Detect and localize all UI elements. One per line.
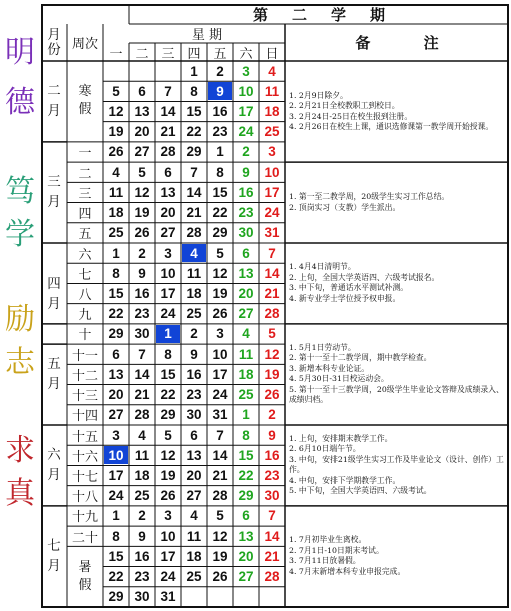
week-number: 四 (78, 207, 92, 223)
day-cell: 12 (212, 265, 228, 281)
note-item: 3. 7月11日放暑假。 (289, 556, 361, 566)
motto-char: 励 (5, 302, 35, 337)
day-cell: 6 (112, 346, 120, 362)
day-cell: 18 (238, 366, 254, 382)
day-cell: 18 (134, 468, 150, 484)
day-cell: 13 (238, 265, 254, 281)
day-cell: 24 (160, 306, 176, 322)
day-cell: 31 (264, 225, 280, 241)
day-cell: 15 (238, 447, 254, 463)
day-cell: 5 (138, 164, 146, 180)
day-cell: 9 (208, 82, 232, 100)
note-item: 1. 5月1日劳动节。 (289, 342, 356, 352)
day-cell: 7 (190, 164, 198, 180)
grid-lines (41, 4, 509, 608)
day-cell: 11 (186, 265, 202, 281)
day-cell: 19 (212, 286, 228, 302)
day-cell: 1 (190, 63, 198, 79)
week-number: 九 (78, 308, 92, 324)
day-cell: 9 (190, 346, 198, 362)
day-cell: 15 (212, 184, 228, 200)
day-cell: 12 (212, 528, 228, 544)
day-cell: 21 (160, 124, 176, 140)
day-cell: 26 (134, 225, 150, 241)
month-label-char: 五 (47, 356, 61, 373)
day-cell: 20 (238, 548, 254, 564)
day-cell: 28 (264, 569, 280, 585)
day-cell: 26 (212, 306, 228, 322)
day-cell: 28 (160, 144, 176, 160)
weekday-header: 二 (135, 46, 149, 62)
note-item: 4. 7月末新增本科专业申报完成。 (289, 566, 406, 576)
notes-col-header: 备 注 (355, 34, 463, 52)
day-cell: 14 (160, 104, 176, 120)
note-item: 2. 顶岗实习（支教）学生派出。 (289, 202, 401, 212)
day-cell: 25 (186, 306, 202, 322)
day-cell: 9 (138, 265, 146, 281)
weekday-header: 四 (187, 46, 201, 62)
day-cell: 19 (160, 468, 176, 484)
day-cell: 29 (160, 407, 176, 423)
day-cell: 12 (134, 184, 150, 200)
table-border (42, 5, 508, 607)
day-cell: 6 (242, 245, 250, 261)
day-cell: 17 (212, 366, 228, 382)
day-cell: 3 (216, 326, 224, 342)
day-cell: 29 (108, 589, 124, 605)
vacation-label-char: 暑 (78, 559, 92, 575)
note-item: 2. 上旬，全国大学英语四、六级考试报名。 (289, 272, 440, 282)
day-cell: 8 (112, 265, 120, 281)
day-cell: 1 (156, 325, 180, 343)
day-cell: 23 (134, 306, 150, 322)
day-cell: 22 (238, 468, 254, 484)
week-number: 十一 (71, 348, 98, 364)
day-cell: 24 (238, 124, 254, 140)
day-cell: 25 (108, 225, 124, 241)
day-cell: 28 (186, 225, 202, 241)
note-item: 2. 第十一至十二教学周，期中教学检查。 (289, 353, 432, 363)
day-cell: 22 (212, 205, 228, 221)
weekday-header: 六 (239, 46, 253, 62)
day-cell: 24 (264, 205, 280, 221)
week-number: 十六 (71, 449, 98, 465)
day-cell: 14 (186, 184, 202, 200)
month-label-char: 四 (47, 275, 61, 292)
day-cell: 19 (108, 124, 124, 140)
note-item: 2. 7月1日-10日期末考试。 (289, 545, 384, 555)
note-item: 4. 5月30日-31日校运动会。 (289, 374, 389, 384)
day-cell: 14 (264, 265, 280, 281)
day-cell: 10 (160, 265, 176, 281)
day-cell: 17 (108, 468, 124, 484)
day-cell: 24 (160, 569, 176, 585)
note-item: 1. 2月9日除夕。 (289, 90, 348, 100)
day-cell: 8 (190, 83, 198, 99)
weekday-header: 一 (109, 46, 123, 62)
day-cell: 23 (264, 468, 280, 484)
term-title: 第二学期 (252, 5, 409, 24)
day-cell: 21 (212, 468, 228, 484)
week-number: 十三 (71, 389, 98, 405)
day-cell: 30 (186, 407, 202, 423)
day-cell: 10 (160, 528, 176, 544)
day-cell: 2 (138, 245, 146, 261)
day-cell: 1 (242, 407, 250, 423)
day-cell: 6 (242, 508, 250, 524)
day-cell: 29 (186, 144, 202, 160)
note-item: 2. 6月10日端午节。 (289, 444, 361, 454)
day-cell: 11 (134, 447, 150, 463)
motto-char: 真 (5, 476, 35, 511)
day-cell: 6 (164, 164, 172, 180)
day-cell: 27 (238, 569, 254, 585)
day-cell: 21 (186, 205, 202, 221)
day-cell: 6 (190, 427, 198, 443)
day-cell: 4 (182, 244, 206, 262)
day-cell: 16 (238, 184, 254, 200)
week-number: 十五 (71, 429, 98, 445)
week-number: 十二 (71, 368, 98, 384)
month-label-char: 月 (47, 194, 61, 211)
day-cell: 25 (134, 488, 150, 504)
day-cell: 28 (134, 407, 150, 423)
motto-column (0, 0, 40, 611)
day-cell: 7 (268, 508, 276, 524)
day-cell: 31 (212, 407, 228, 423)
day-cell: 1 (112, 508, 120, 524)
day-cell: 20 (186, 468, 202, 484)
day-cell: 11 (264, 83, 280, 99)
week-number: 八 (78, 288, 92, 304)
day-cell: 27 (160, 225, 176, 241)
day-cell: 19 (134, 205, 150, 221)
day-cell: 11 (186, 528, 202, 544)
day-cell: 13 (134, 104, 150, 120)
weekday-group-header: 星 期 (191, 28, 223, 43)
day-cell: 18 (186, 548, 202, 564)
day-cell: 31 (160, 589, 176, 605)
month-label-char: 月 (47, 295, 61, 312)
day-cell: 3 (164, 245, 172, 261)
note-item: 5. 第十一至十三教学周，20级学生毕业论文答辩及成绩录入、成绩归档。 (289, 384, 504, 405)
day-cell: 4 (242, 326, 250, 342)
day-cell: 12 (264, 346, 280, 362)
day-cell: 26 (160, 488, 176, 504)
note-item: 4. 中旬，安排下学期教学工作。 (289, 475, 401, 485)
day-cell: 20 (160, 205, 176, 221)
note-item: 1. 7月初毕业生离校。 (289, 535, 367, 545)
day-cell: 14 (264, 528, 280, 544)
day-cell: 23 (212, 124, 228, 140)
week-number: 十八 (71, 490, 98, 506)
day-cell: 29 (238, 488, 254, 504)
day-cell: 17 (264, 184, 280, 200)
month-label-char: 七 (47, 538, 61, 555)
day-cell: 14 (212, 447, 228, 463)
motto-char: 笃 (5, 174, 35, 209)
motto-char: 志 (5, 345, 35, 380)
note-item: 3. 新增本科专业论证。 (289, 363, 370, 373)
day-cell: 4 (268, 63, 276, 79)
day-cell: 15 (160, 366, 176, 382)
day-cell: 2 (268, 407, 276, 423)
day-cell: 2 (216, 63, 224, 79)
note-item: 1. 上旬，安排期末教学工作。 (289, 433, 393, 443)
month-label-char: 三 (47, 174, 61, 191)
note-item: 4. 新专业学士学位授予权申报。 (289, 293, 401, 303)
vacation-label-char: 假 (78, 577, 92, 593)
day-cell: 5 (268, 326, 276, 342)
week-number: 一 (78, 146, 92, 162)
day-cell: 7 (138, 346, 146, 362)
day-cell: 30 (264, 488, 280, 504)
day-cell: 16 (264, 447, 280, 463)
day-cell: 30 (134, 326, 150, 342)
day-cell: 3 (112, 427, 120, 443)
vacation-label-char: 寒 (78, 84, 92, 100)
month-label-char: 二 (47, 83, 61, 100)
day-cell: 18 (108, 205, 124, 221)
day-cell: 11 (238, 346, 254, 362)
day-cell: 15 (108, 286, 124, 302)
day-cell: 10 (238, 83, 254, 99)
day-cell: 15 (108, 548, 124, 564)
day-cell: 9 (138, 528, 146, 544)
day-cell: 3 (164, 508, 172, 524)
week-number: 七 (78, 267, 92, 283)
day-cell: 27 (108, 407, 124, 423)
day-cell: 12 (160, 447, 176, 463)
note-item: 1. 4月4日清明节。 (289, 262, 356, 272)
day-cell: 5 (112, 83, 120, 99)
day-cell: 22 (108, 569, 124, 585)
week-number: 十九 (71, 510, 98, 526)
day-cell: 8 (112, 528, 120, 544)
day-cell: 8 (242, 427, 250, 443)
day-cell: 13 (108, 366, 124, 382)
day-cell: 7 (164, 83, 172, 99)
day-cell: 25 (238, 387, 254, 403)
day-cell: 20 (238, 286, 254, 302)
week-number: 十四 (71, 409, 98, 425)
day-cell: 7 (216, 427, 224, 443)
day-cell: 5 (216, 245, 224, 261)
day-cell: 10 (212, 346, 228, 362)
week-number: 二十 (71, 530, 98, 546)
day-cell: 16 (212, 104, 228, 120)
day-cell: 13 (238, 528, 254, 544)
day-cell: 10 (264, 164, 280, 180)
day-cell: 28 (212, 488, 228, 504)
day-cell: 23 (238, 205, 254, 221)
day-cell: 12 (108, 104, 124, 120)
day-cell: 13 (186, 447, 202, 463)
day-cell: 26 (212, 569, 228, 585)
day-cell: 22 (186, 124, 202, 140)
day-cell: 16 (134, 286, 150, 302)
week-number: 十七 (71, 470, 98, 486)
note-item: 1. 第一至二教学周，20级学生实习工作总结。 (289, 192, 450, 202)
day-cell: 9 (242, 164, 250, 180)
note-item: 5. 中下旬，全国大学英语四、六级考试。 (289, 486, 432, 496)
motto-char: 明 (5, 35, 35, 70)
day-cell: 22 (160, 387, 176, 403)
day-cell: 15 (186, 104, 202, 120)
day-cell: 26 (108, 144, 124, 160)
week-col-header: 周次 (71, 37, 98, 52)
day-cell: 16 (134, 548, 150, 564)
day-cell: 26 (264, 387, 280, 403)
weekday-header: 五 (213, 46, 227, 62)
week-number: 六 (78, 247, 92, 263)
motto-char: 学 (5, 217, 35, 252)
day-cell: 4 (190, 508, 198, 524)
day-cell: 24 (212, 387, 228, 403)
weekday-header: 三 (161, 46, 175, 62)
weekday-header: 日 (265, 46, 279, 62)
week-number: 二 (78, 166, 92, 182)
day-cell: 18 (264, 104, 280, 120)
day-cell: 2 (242, 144, 250, 160)
month-label-char: 月 (47, 376, 61, 393)
day-cell: 30 (238, 225, 254, 241)
month-label-char: 月 (47, 558, 61, 575)
day-cell: 21 (134, 387, 150, 403)
note-item: 3. 中下旬，普通话水平测试补测。 (289, 283, 409, 293)
day-cell: 20 (108, 387, 124, 403)
week-number: 五 (78, 227, 92, 243)
day-cell: 10 (104, 446, 128, 464)
day-cell: 8 (216, 164, 224, 180)
day-cell: 29 (108, 326, 124, 342)
day-cell: 24 (108, 488, 124, 504)
day-cell: 8 (164, 346, 172, 362)
day-cell: 27 (238, 306, 254, 322)
day-cell: 23 (186, 387, 202, 403)
note-item: 3. 2月24日-25日在校生报到注册。 (289, 111, 413, 121)
day-cell: 5 (216, 508, 224, 524)
day-cell: 1 (112, 245, 120, 261)
month-label-char: 月 (47, 467, 61, 484)
day-cell: 20 (134, 124, 150, 140)
day-cell: 21 (264, 548, 280, 564)
day-cell: 1 (216, 144, 224, 160)
note-item: 3. 中旬，安排21级学生实习工作及毕业论文（设计、创作）工作。 (289, 454, 504, 475)
month-col-label: 月份 (47, 26, 61, 58)
day-cell: 4 (138, 427, 146, 443)
day-cell: 2 (138, 508, 146, 524)
day-cell: 14 (134, 366, 150, 382)
day-cell: 17 (160, 548, 176, 564)
day-cell: 13 (160, 184, 176, 200)
vacation-label-char: 假 (78, 102, 92, 118)
calendar-table (41, 4, 509, 608)
day-cell: 6 (138, 83, 146, 99)
note-item: 4. 2月26日在校生上课，通识选修课第一教学周开始授课。 (289, 122, 494, 132)
day-cell: 2 (190, 326, 198, 342)
month-label-char: 六 (47, 447, 61, 464)
day-cell: 25 (264, 124, 280, 140)
day-cell: 11 (108, 184, 124, 200)
day-cell: 18 (186, 286, 202, 302)
week-number: 三 (78, 186, 92, 202)
day-cell: 27 (134, 144, 150, 160)
day-cell: 9 (268, 427, 276, 443)
day-cell: 19 (212, 548, 228, 564)
day-cell: 19 (264, 366, 280, 382)
day-cell: 21 (264, 286, 280, 302)
day-cell: 17 (238, 104, 254, 120)
day-cell: 30 (134, 589, 150, 605)
motto-char: 求 (5, 433, 35, 468)
day-cell: 5 (164, 427, 172, 443)
motto-char: 德 (5, 85, 35, 120)
day-cell: 7 (268, 245, 276, 261)
month-label-char: 月 (47, 103, 61, 120)
week-number: 十 (78, 328, 92, 344)
day-cell: 4 (112, 164, 120, 180)
day-cell: 23 (134, 569, 150, 585)
day-cell: 25 (186, 569, 202, 585)
day-cell: 3 (242, 63, 250, 79)
day-cell: 28 (264, 306, 280, 322)
day-cell: 17 (160, 286, 176, 302)
note-item: 2. 2月21日全校教职工到校日。 (289, 101, 400, 111)
day-cell: 29 (212, 225, 228, 241)
day-cell: 3 (268, 144, 276, 160)
day-cell: 27 (186, 488, 202, 504)
day-cell: 22 (108, 306, 124, 322)
day-cell: 16 (186, 366, 202, 382)
